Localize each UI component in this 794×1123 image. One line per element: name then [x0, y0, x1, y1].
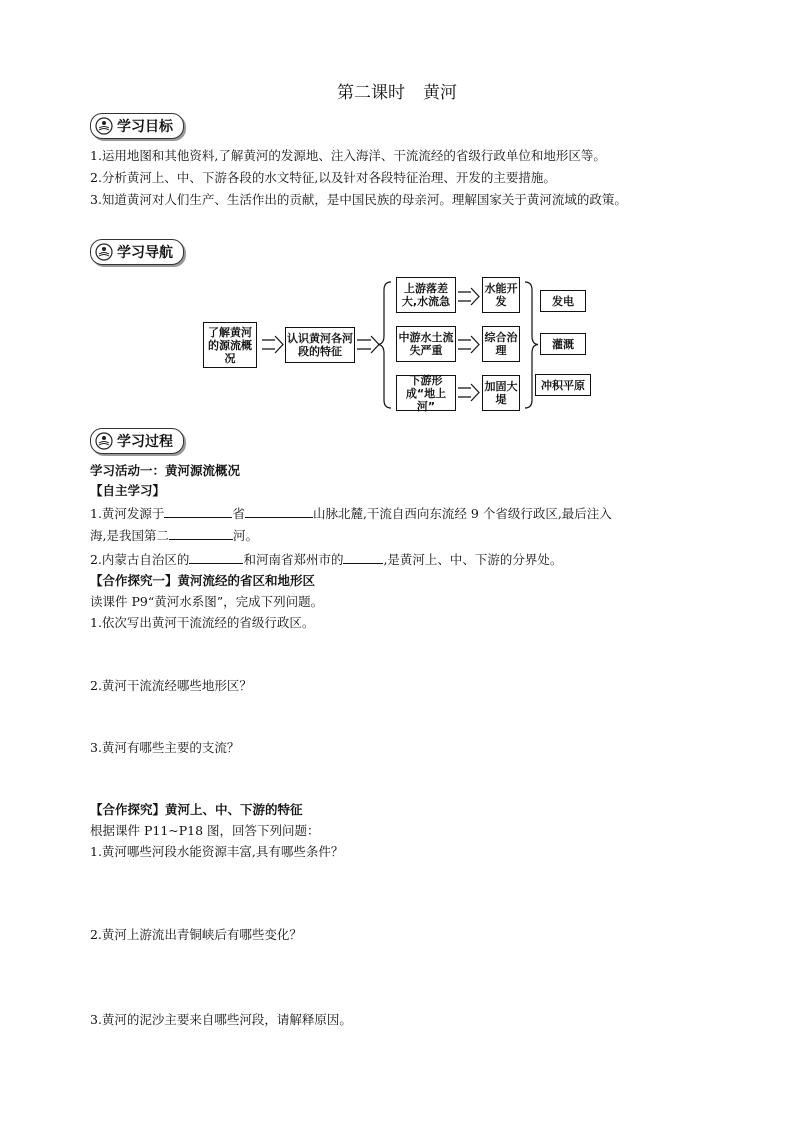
- self-study-label: 【自主学习】: [90, 483, 166, 498]
- goal-item-3: 3.知道黄河对人们生产、生活作出的贡献，是中国民族的母亲河。理解国家关于黄河流域的政策。: [90, 192, 627, 207]
- coop-question-3: 3.黄河有哪些主要的支流？: [90, 740, 240, 755]
- section-badge-nav: [90, 239, 184, 265]
- flow-box-result-3: 冲积平原: [535, 374, 591, 396]
- title-topic: 黄河: [423, 83, 457, 103]
- section-title-goals: 学习目标: [117, 119, 173, 135]
- goal-item-2: 2.分析黄河上、中、下游各段的水文特征,以及针对各段特征治理、开发的主要措施。: [90, 170, 556, 185]
- feature-question-3: 3.黄河的泥沙主要来自哪些河段，请解释原因。: [90, 1012, 352, 1027]
- fill-question-1: 1.黄河发源于 省 山脉北麓,干流自西向东流经 9 个省级行政区,最后注入: [90, 503, 612, 523]
- answer-blank-province[interactable]: [164, 503, 232, 518]
- flow-box-measure-2: 综合治理: [482, 326, 520, 362]
- section-title-nav: 学习导航: [117, 245, 173, 261]
- answer-blank-rank[interactable]: [169, 525, 233, 540]
- flow-box-feature-middle: 中游水土流失严重: [396, 326, 456, 362]
- section-title-process: 学习过程: [117, 434, 173, 450]
- coop-inquiry-2-title: 【合作探究】黄河上、中、下游的特征: [90, 802, 303, 817]
- flow-box-result-2: 灌溉: [540, 333, 586, 355]
- flow-box-feature-upper: 上游落差大,水流急: [396, 277, 456, 313]
- feature-question-2: 2.黄河上游流出青铜峡后有哪些变化？: [90, 927, 302, 942]
- book-icon: [95, 432, 113, 450]
- section-badge-goals: [90, 113, 184, 139]
- coop-inquiry-2-intro: 根据课件 P11~P18 图，回答下列问题：: [90, 823, 320, 838]
- answer-blank-upper-boundary[interactable]: [189, 549, 243, 564]
- flow-box-mid: 认识黄河各河段的特征: [285, 327, 355, 363]
- flow-box-result-1: 发电: [540, 290, 586, 312]
- answer-blank-mountain[interactable]: [245, 503, 313, 518]
- coop-inquiry-1-intro: 读课件 P9“黄河水系图”，完成下列问题。: [90, 594, 324, 609]
- goal-item-1: 1.运用地图和其他资料,了解黄河的发源地、注入海洋、干流流经的省级行政单位和地形区等。: [90, 148, 606, 163]
- book-icon: [95, 243, 113, 261]
- flow-box-measure-3: 加固大堤: [482, 375, 520, 411]
- title-lesson: 第二课时: [337, 83, 405, 103]
- coop-inquiry-1-title: 【合作探究一】黄河流经的省区和地形区: [90, 573, 316, 588]
- book-icon: [95, 117, 113, 135]
- answer-blank-lower-boundary[interactable]: [343, 549, 383, 564]
- activity1-heading: 学习活动一：黄河源流概况: [90, 463, 241, 478]
- flow-box-measure-1: 水能开发: [482, 277, 520, 313]
- feature-question-1: 1.黄河哪些河段水能资源丰富,具有哪些条件？: [90, 844, 344, 859]
- fill-question-1-cont: 海,是我国第二 河。: [90, 525, 258, 545]
- flow-box-start: 了解黄河的源流概况: [203, 322, 257, 368]
- fill-question-2: 2.内蒙古自治区的 和河南省郑州市的 ,是黄河上、中、下游的分界处。: [90, 549, 562, 569]
- page-title: [0, 78, 794, 103]
- coop-question-1: 1.依次写出黄河干流流经的省级行政区。: [90, 615, 315, 630]
- flow-box-feature-lower: 下游形成“地上河”: [396, 375, 456, 411]
- coop-question-2: 2.黄河干流流经哪些地形区？: [90, 678, 252, 693]
- section-badge-process: [90, 428, 184, 454]
